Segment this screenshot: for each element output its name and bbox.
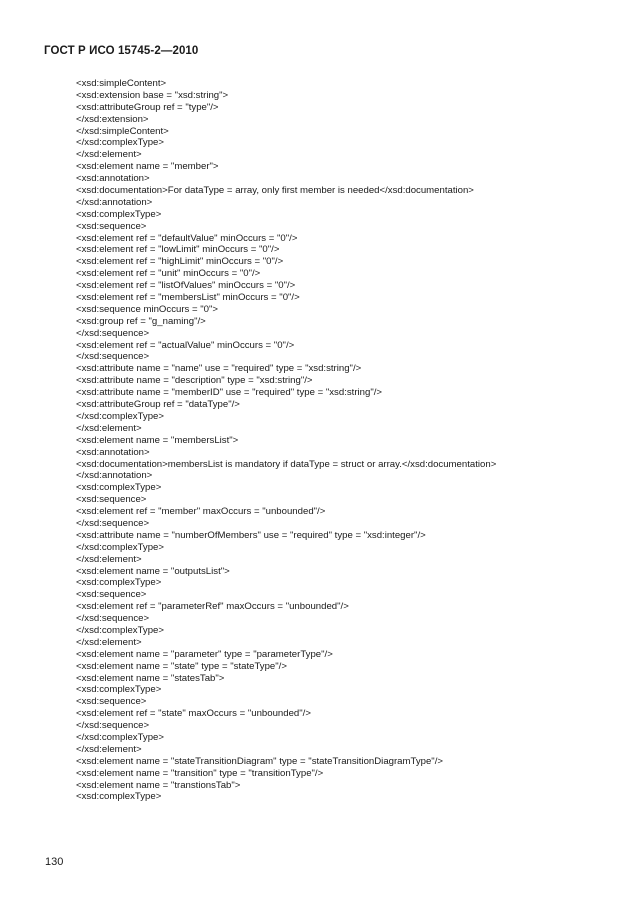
code-line: <xsd:attributeGroup ref = "dataType"/>	[76, 399, 240, 411]
code-line: </xsd:sequence>	[76, 327, 150, 339]
code-line: <xsd:element name = "state" type = "stateType"/>	[76, 660, 287, 672]
code-line: </xsd:complexType>	[76, 731, 164, 743]
code-line: </xsd:element>	[76, 422, 142, 434]
code-line: </xsd:annotation>	[76, 196, 153, 208]
code-line: <xsd:sequence>	[76, 220, 147, 232]
code-line: <xsd:element name = "outputsList">	[76, 565, 230, 577]
code-line: </xsd:annotation>	[76, 470, 153, 482]
code-line: <xsd:element ref = "parameterRef" maxOccurs = "unbounded"/>	[76, 601, 349, 613]
code-line: <xsd:attribute name = "numberOfMembers" use = "required" type = "xsd:integer"/>	[76, 529, 426, 541]
code-line: <xsd:element ref = "highLimit" minOccurs = "0"/>	[76, 256, 284, 268]
code-line: <xsd:attribute name = "name" use = "required" type = "xsd:string"/>	[76, 363, 362, 375]
code-line: </xsd:complexType>	[76, 137, 164, 149]
code-line: </xsd:sequence>	[76, 517, 150, 529]
code-line: <xsd:element ref = "unit" minOccurs = "0"/>	[76, 268, 261, 280]
page-header: ГОСТ Р ИСО 15745-2—2010	[44, 45, 199, 57]
code-line: <xsd:element name = "transtionsTab">	[76, 779, 241, 791]
code-line: </xsd:complexType>	[76, 541, 164, 553]
code-line: <xsd:complexType>	[76, 482, 162, 494]
code-line: <xsd:complexType>	[76, 208, 162, 220]
code-line: </xsd:sequence>	[76, 613, 150, 625]
code-line: <xsd:element name = "stateTransitionDiagram" type = "stateTransitionDiagramType"/>	[76, 755, 443, 767]
code-line: </xsd:simpleContent>	[76, 125, 169, 137]
code-line: <xsd:documentation>For dataType = array, only first member is needed</xsd:documentation>	[76, 185, 474, 197]
code-line: </xsd:sequence>	[76, 351, 150, 363]
code-line: <xsd:element ref = "actualValue" minOccurs = "0"/>	[76, 339, 295, 351]
code-line: <xsd:sequence>	[76, 589, 147, 601]
code-line: <xsd:element ref = "membersList" minOccurs = "0"/>	[76, 292, 300, 304]
code-line: <xsd:attribute name = "memberID" use = "required" type = "xsd:string"/>	[76, 387, 382, 399]
code-line: </xsd:complexType>	[76, 410, 164, 422]
code-line: <xsd:element ref = "member" maxOccurs = "unbounded"/>	[76, 506, 326, 518]
code-line: <xsd:annotation>	[76, 173, 150, 185]
code-line: <xsd:complexType>	[76, 577, 162, 589]
code-line: <xsd:complexType>	[76, 684, 162, 696]
code-line: </xsd:complexType>	[76, 624, 164, 636]
xsd-code-block	[76, 78, 616, 803]
code-line: <xsd:simpleContent>	[76, 78, 167, 89]
code-line: <xsd:element name = "member">	[76, 161, 219, 173]
code-line: <xsd:sequence>	[76, 494, 147, 506]
code-line: <xsd:extension base = "xsd:string">	[76, 89, 229, 101]
code-line: <xsd:annotation>	[76, 446, 150, 458]
code-line: </xsd:element>	[76, 149, 142, 161]
code-line: </xsd:element>	[76, 743, 142, 755]
page-number: 130	[45, 856, 64, 868]
code-line: <xsd:element name = "statesTab">	[76, 672, 225, 684]
code-line: <xsd:sequence>	[76, 696, 147, 708]
code-line: </xsd:element>	[76, 636, 142, 648]
code-line: <xsd:element name = "membersList">	[76, 434, 239, 446]
code-line: </xsd:extension>	[76, 113, 149, 125]
code-line: <xsd:element ref = "defaultValue" minOccurs = "0"/>	[76, 232, 298, 244]
code-line: <xsd:element name = "parameter" type = "parameterType"/>	[76, 648, 333, 660]
code-line: <xsd:element ref = "lowLimit" minOccurs = "0"/>	[76, 244, 280, 256]
code-line: <xsd:complexType>	[76, 791, 162, 803]
code-line: <xsd:element ref = "state" maxOccurs = "unbounded"/>	[76, 708, 311, 720]
code-line: <xsd:element name = "transition" type = "transitionType"/>	[76, 767, 324, 779]
code-line: <xsd:documentation>membersList is mandatory if dataType = struct or array.</xsd:documentation>	[76, 458, 497, 470]
code-line: </xsd:sequence>	[76, 720, 150, 732]
code-line: <xsd:group ref = "g_naming"/>	[76, 315, 206, 327]
code-line: <xsd:sequence minOccurs = "0">	[76, 303, 218, 315]
code-line: <xsd:element ref = "listOfValues" minOccurs = "0"/>	[76, 280, 296, 292]
code-line: <xsd:attributeGroup ref = "type"/>	[76, 101, 219, 113]
code-line: </xsd:element>	[76, 553, 142, 565]
code-line: <xsd:attribute name = "description" type = "xsd:string"/>	[76, 375, 313, 387]
